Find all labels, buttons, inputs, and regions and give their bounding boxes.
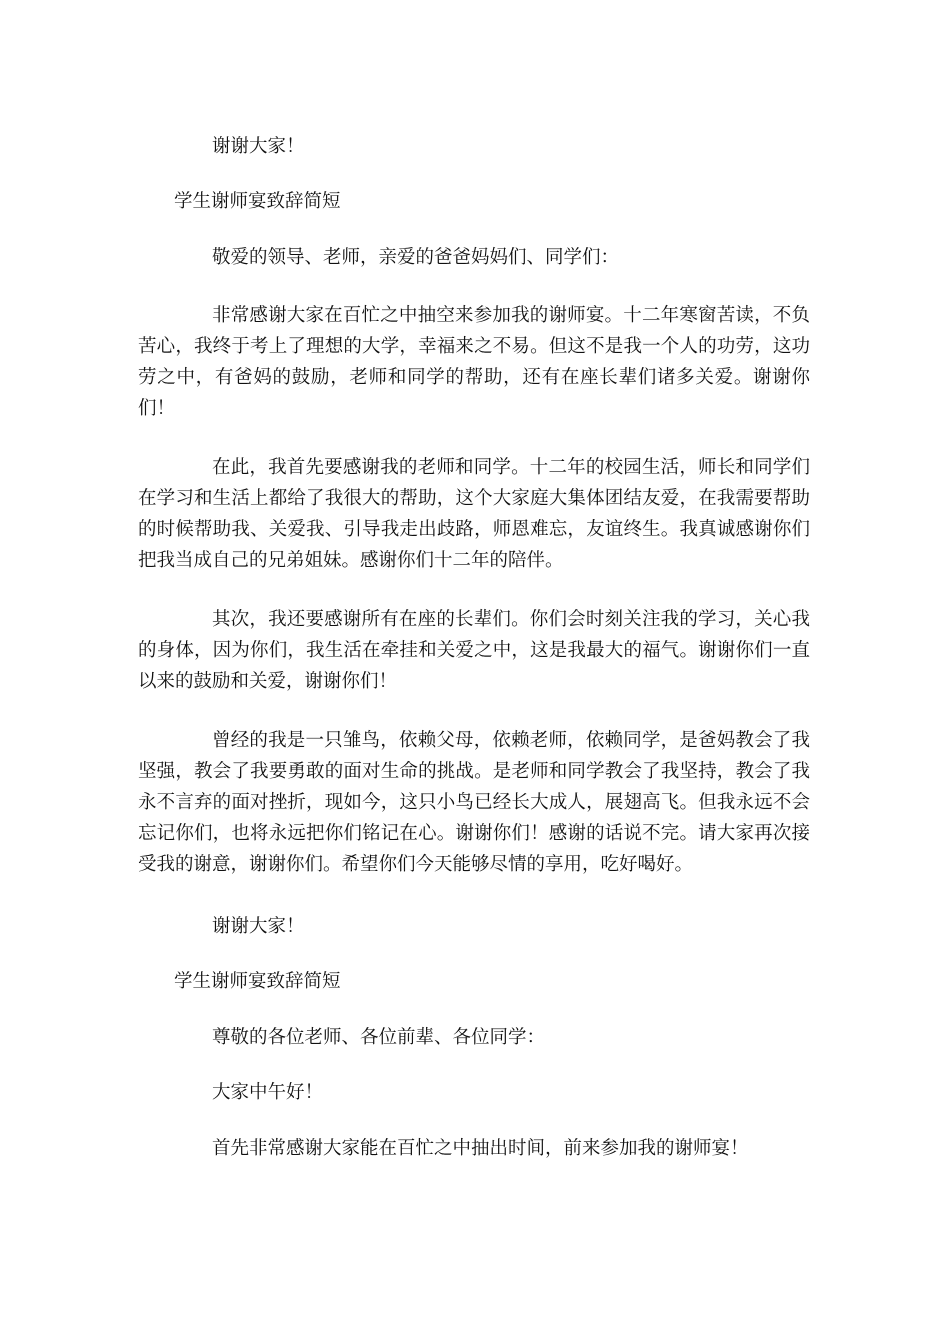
greeting-line: 大家中午好！	[212, 1082, 324, 1103]
body-line: 首先非常感谢大家能在百忙之中抽出时间，前来参加我的谢师宴！	[212, 1138, 749, 1159]
salutation: 尊敬的各位老师、各位前辈、各位同学：	[212, 1027, 546, 1048]
body-paragraph: 非常感谢大家在百忙之中抽空来参加我的谢师宴。十二年寒窗苦读，不负苦心，我终于考上了理想的大学，幸福来之不易。但这不是我一个人的功劳，这功劳之中，有爸妈的鼓励，老师和同学的帮助，还有在座长辈们诸多关爱。谢谢你们！	[138, 305, 810, 419]
body-paragraph: 其次，我还要感谢所有在座的长辈们。你们会时刻关注我的学习，关心我的身体，因为你们，我生活在牵挂和关爱之中，这是我最大的福气。谢谢你们一直以来的鼓励和关爱，谢谢你们！	[138, 609, 810, 692]
closing-thanks: 谢谢大家！	[212, 136, 305, 157]
section-heading: 学生谢师宴致辞简短	[174, 971, 341, 992]
section-heading: 学生谢师宴致辞简短	[174, 191, 341, 212]
body-paragraph: 曾经的我是一只雏鸟，依赖父母，依赖老师，依赖同学，是爸妈教会了我坚强，教会了我要勇敢的面对生命的挑战。是老师和同学教会了我坚持，教会了我永不言弃的面对挫折，现如今，这只小鸟已经长大成人，展翅高飞。但我永远不会忘记你们，也将永远把你们铭记在心。谢谢你们！感谢的话说不完。请大家再次接受我的谢意，谢谢你们。希望你们今天能够尽情的享用，吃好喝好。	[138, 730, 810, 875]
closing-thanks: 谢谢大家！	[212, 916, 305, 937]
body-paragraph: 在此，我首先要感谢我的老师和同学。十二年的校园生活，师长和同学们在学习和生活上都给了我很大的帮助，这个大家庭大集体团结友爱，在我需要帮助的时候帮助我、关爱我、引导我走出歧路，师恩难忘，友谊终生。我真诚感谢你们把我当成自己的兄弟姐妹。感谢你们十二年的陪伴。	[138, 457, 810, 571]
salutation: 敬爱的领导、老师，亲爱的爸爸妈妈们、同学们：	[212, 247, 620, 268]
